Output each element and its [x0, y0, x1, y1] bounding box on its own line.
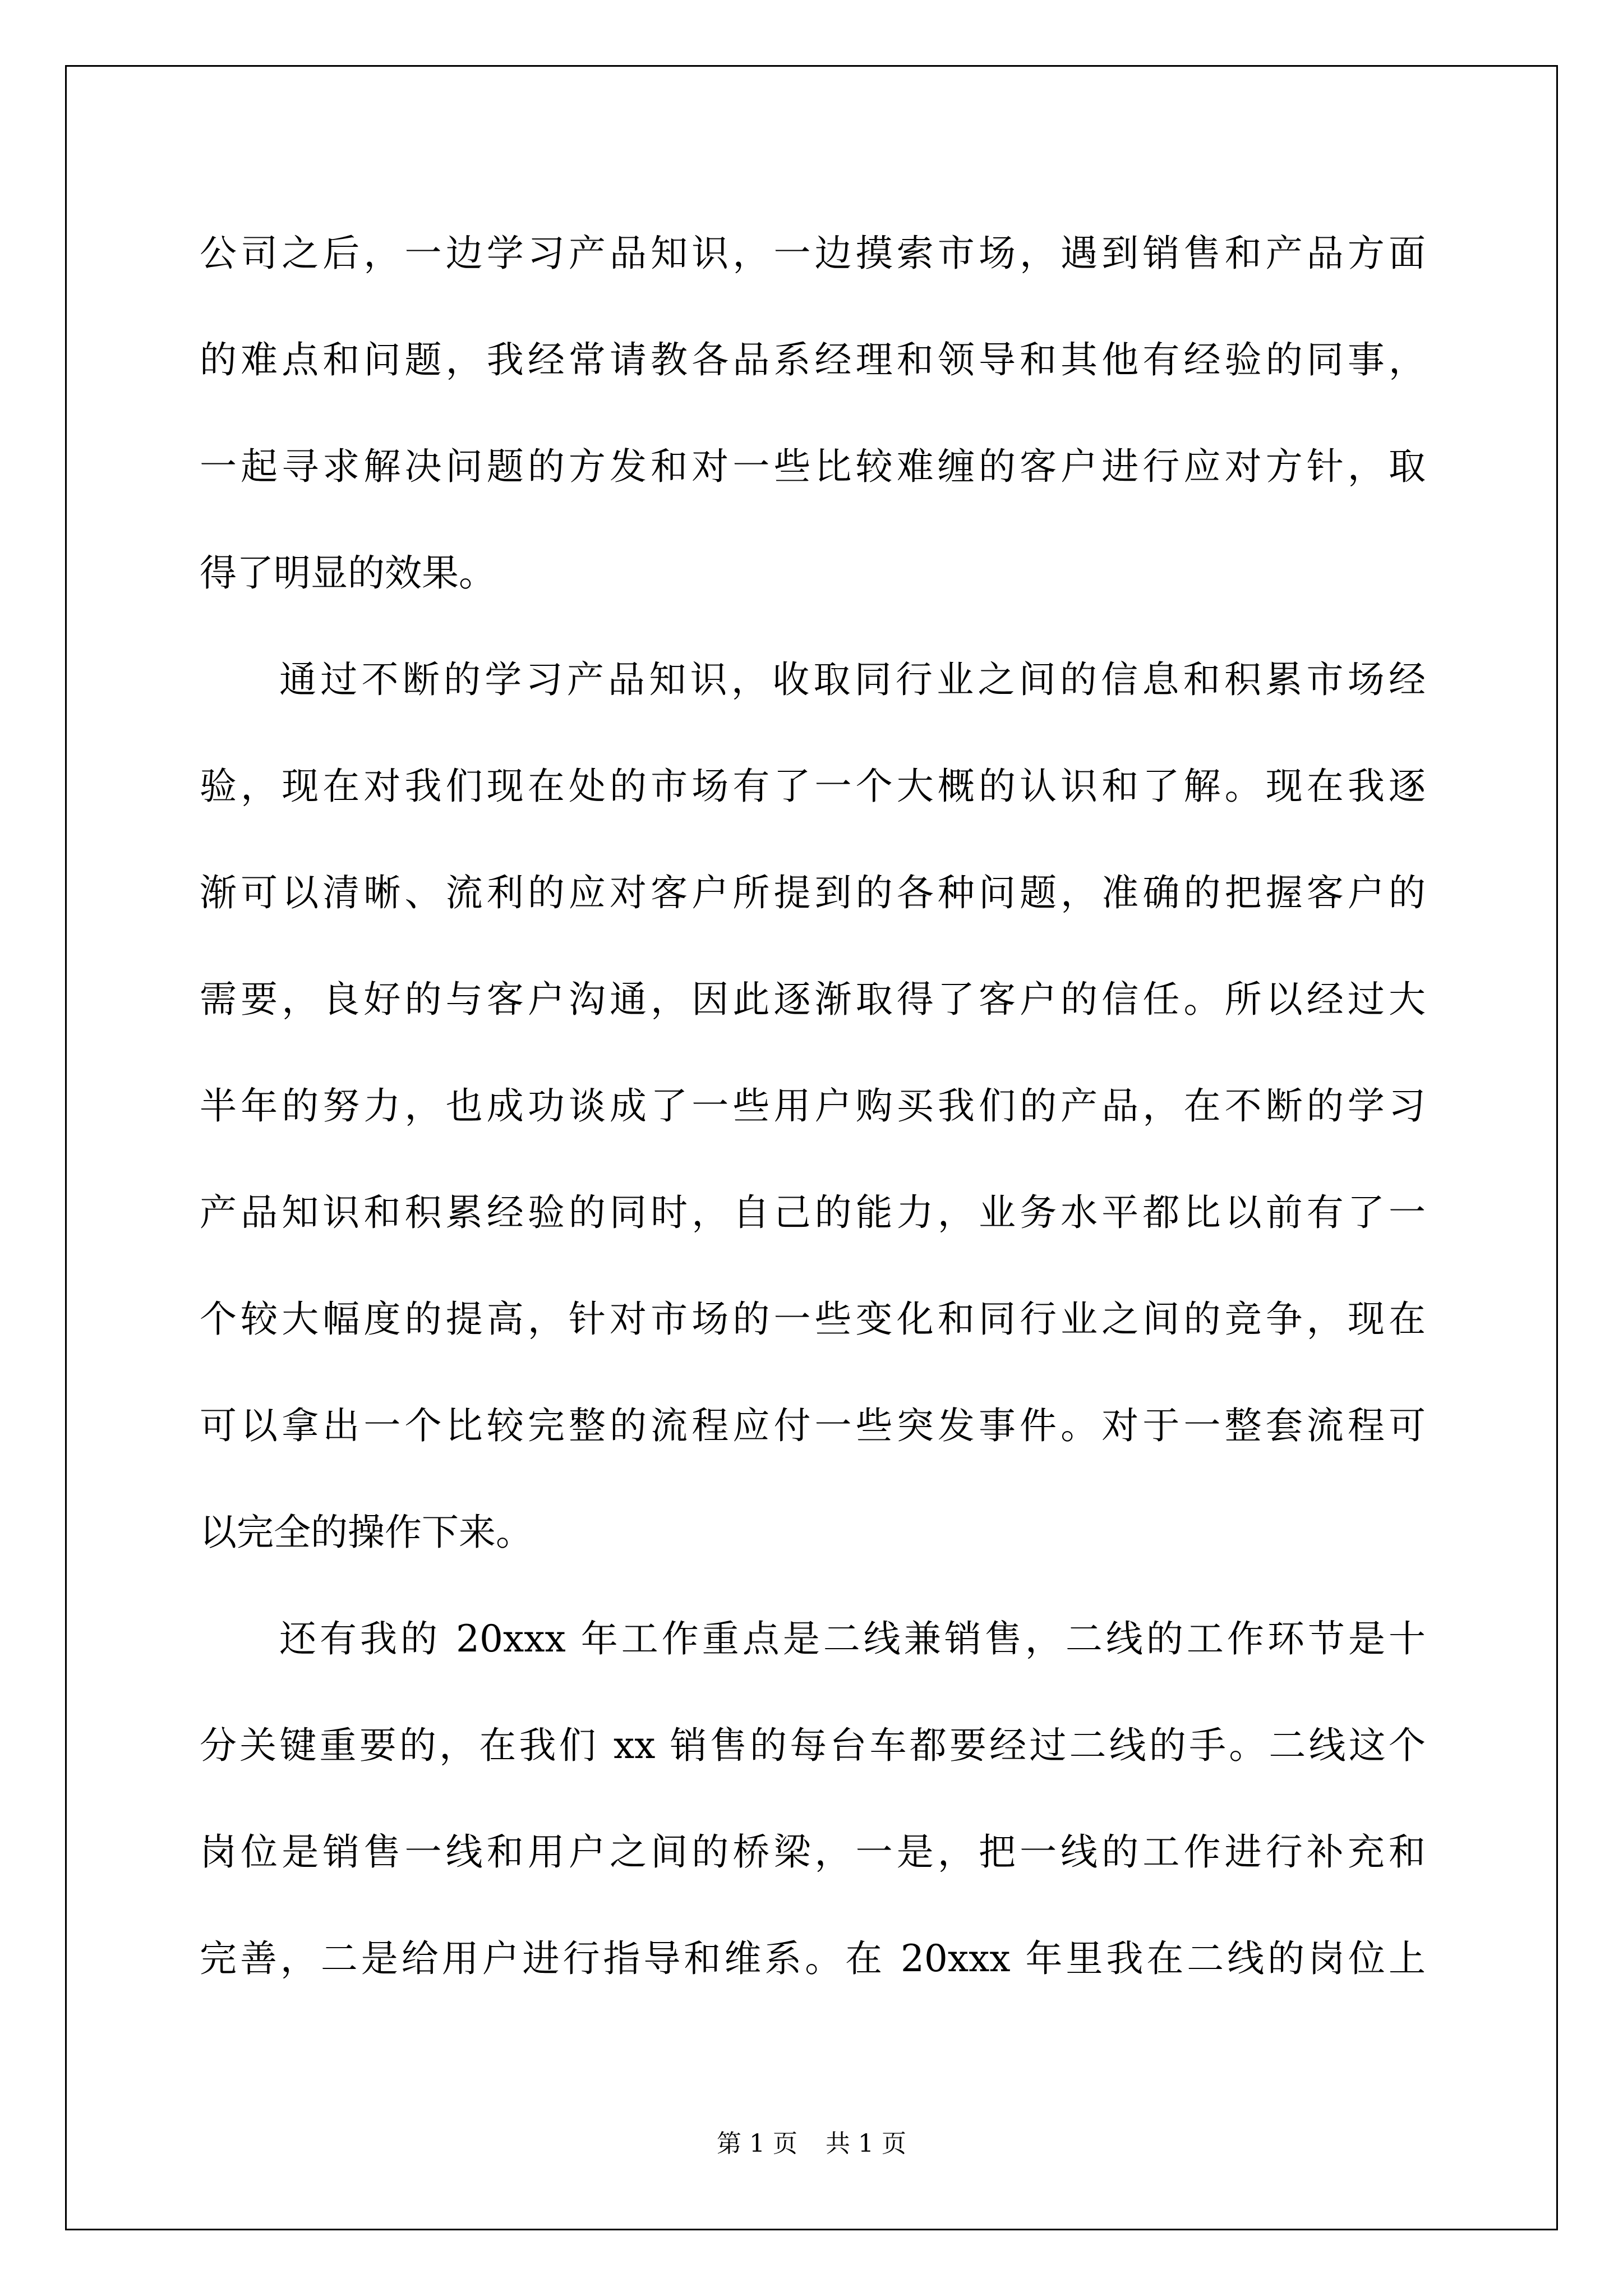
page-footer	[0, 2127, 1623, 2161]
text-line: 验，现在对我们现在处的市场有了一个大概的认识和了解。现在我逐	[200, 765, 1426, 808]
text-line: 产品知识和积累经验的同时，自己的能力，业务水平都比以前有了一	[200, 1191, 1426, 1234]
text-line: 可以拿出一个比较完整的流程应付一些突发事件。对于一整套流程可	[200, 1404, 1426, 1447]
text-line: 完善，二是给用户进行指导和维系。在 20xxx 年里我在二线的岗位上	[200, 1937, 1426, 1980]
page-number: 第 1 页	[717, 2129, 797, 2158]
text-line: 渐可以清晰、流利的应对客户所提到的各种问题，准确的把握客户的	[200, 871, 1426, 914]
text-line: 需要，良好的与客户沟通，因此逐渐取得了客户的信任。所以经过大	[200, 978, 1426, 1021]
text-line: 公司之后，一边学习产品知识，一边摸索市场，遇到销售和产品方面	[200, 232, 1426, 275]
text-line: 的难点和问题，我经常请教各品系经理和领导和其他有经验的同事，	[200, 338, 1426, 381]
text-line: 通过不断的学习产品知识，收取同行业之间的信息和积累市场经	[279, 658, 1426, 701]
text-line: 半年的努力，也成功谈成了一些用户购买我们的产品，在不断的学习	[200, 1084, 1426, 1128]
text-line: 分关键重要的，在我们 xx 销售的每台车都要经过二线的手。二线这个	[200, 1724, 1426, 1767]
text-line: 得了明显的效果。	[200, 551, 496, 595]
page-total: 共 1 页	[826, 2129, 906, 2158]
text-line: 还有我的 20xxx 年工作重点是二线兼销售，二线的工作环节是十	[279, 1617, 1426, 1660]
text-line: 以完全的操作下来。	[200, 1511, 533, 1554]
text-line: 个较大幅度的提高，针对市场的一些变化和同行业之间的竞争，现在	[200, 1297, 1426, 1341]
text-line: 一起寻求解决问题的方发和对一些比较难缠的客户进行应对方针，取	[200, 445, 1426, 488]
text-line: 岗位是销售一线和用户之间的桥梁，一是，把一线的工作进行补充和	[200, 1830, 1426, 1874]
